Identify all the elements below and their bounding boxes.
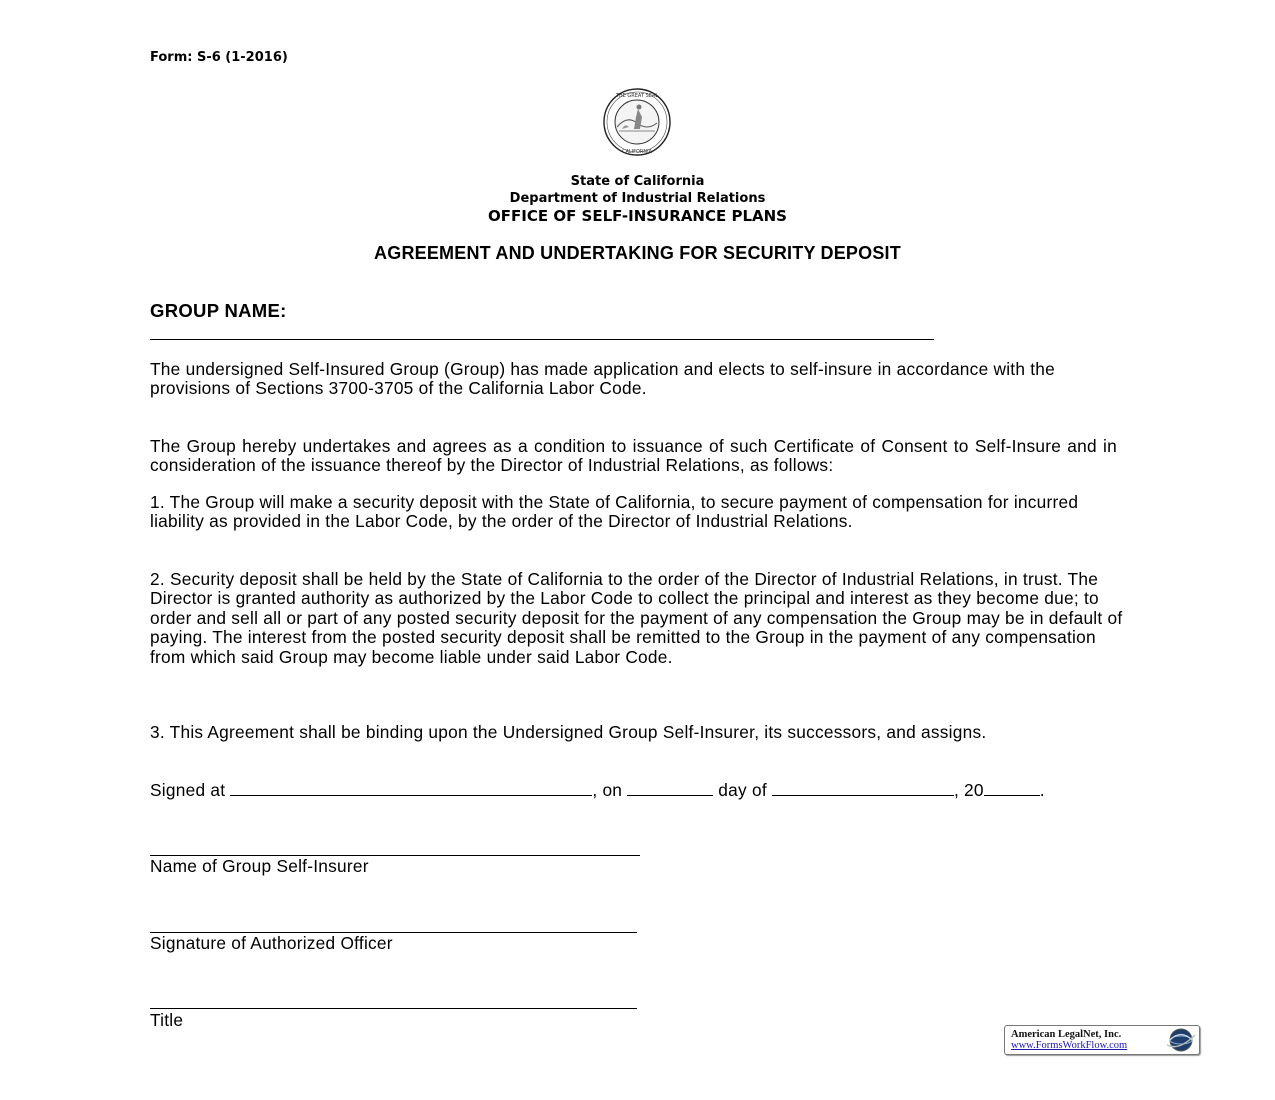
clause-1: 1. The Group will make a security deposit with the State of California, to secure payment of compensation for incurred liability as provided in the Labor Code, by the order of the Director of Industrial Relations.: [150, 492, 1079, 532]
clause-2: 2. Security deposit shall be held by the State of California to the order of the Director of Industrial Relations, in trust. The Director is granted authority as authorized by the Labor Code to collect the principal and interest as they become due; to order and sell all or part of any posted security deposit for the payment of any compensation the Group may be in default of paying. The interest from the posted security deposit shall be remitted to the Group in the payment of any compensation from which said Group may become liable under said Labor Code.: [150, 569, 1123, 667]
officer-signature-label: Signature of Authorized Officer: [150, 933, 393, 953]
signed-place-field[interactable]: [230, 780, 592, 796]
day-of-label: day of: [718, 780, 767, 800]
group-self-insurer-name-label: Name of Group Self-Insurer: [150, 856, 369, 876]
signed-day-field[interactable]: [627, 780, 713, 796]
state-seal-icon: [584, 87, 690, 157]
svg-text:THE GREAT SEAL: THE GREAT SEAL: [615, 93, 659, 99]
year-prefix-label: , 20: [953, 780, 984, 800]
signed-month-field[interactable]: [772, 780, 954, 796]
form-number: Form: S-6 (1-2016): [150, 50, 288, 65]
period-label: .: [1039, 780, 1045, 800]
signed-line: [150, 780, 1045, 801]
signed-at-label: Signed at: [150, 780, 226, 800]
on-label: , on: [592, 780, 623, 800]
globe-icon: [1161, 1027, 1197, 1053]
group-name-label: GROUP NAME:: [150, 300, 287, 321]
clause-3: 3. This Agreement shall be binding upon the Undersigned Group Self-Insurer, its successors, and assigns.: [150, 722, 987, 742]
officer-title-label: Title: [150, 1010, 184, 1030]
document-title: AGREEMENT AND UNDERTAKING FOR SECURITY DEPOSIT: [374, 243, 901, 263]
vendor-name: American LegalNet, Inc.: [1011, 1029, 1122, 1040]
header-office: OFFICE OF SELF-INSURANCE PLANS: [488, 207, 787, 225]
group-name-field[interactable]: [150, 339, 934, 340]
vendor-url-link[interactable]: www.FormsWorkFlow.com: [1011, 1040, 1128, 1051]
svg-text:CALIFORNIA: CALIFORNIA: [621, 149, 653, 155]
signed-year-field[interactable]: [984, 780, 1040, 796]
undertake-paragraph: The Group hereby undertakes and agrees as a condition to issuance of such Certificate of Consent to Self-Insure and in consideration of the issuance thereof by the Director of Industrial Relations, as follows:: [150, 436, 1117, 476]
header-state: State of California: [570, 174, 705, 189]
intro-paragraph: The undersigned Self-Insured Group (Group) has made application and elects to self-insure in accordance with the provisions of Sections 3700-3705 of the California Labor Code.: [150, 359, 1056, 399]
vendor-badge[interactable]: [1004, 1025, 1200, 1055]
officer-title-field[interactable]: [150, 1008, 637, 1009]
header-department: Department of Industrial Relations: [509, 191, 766, 206]
